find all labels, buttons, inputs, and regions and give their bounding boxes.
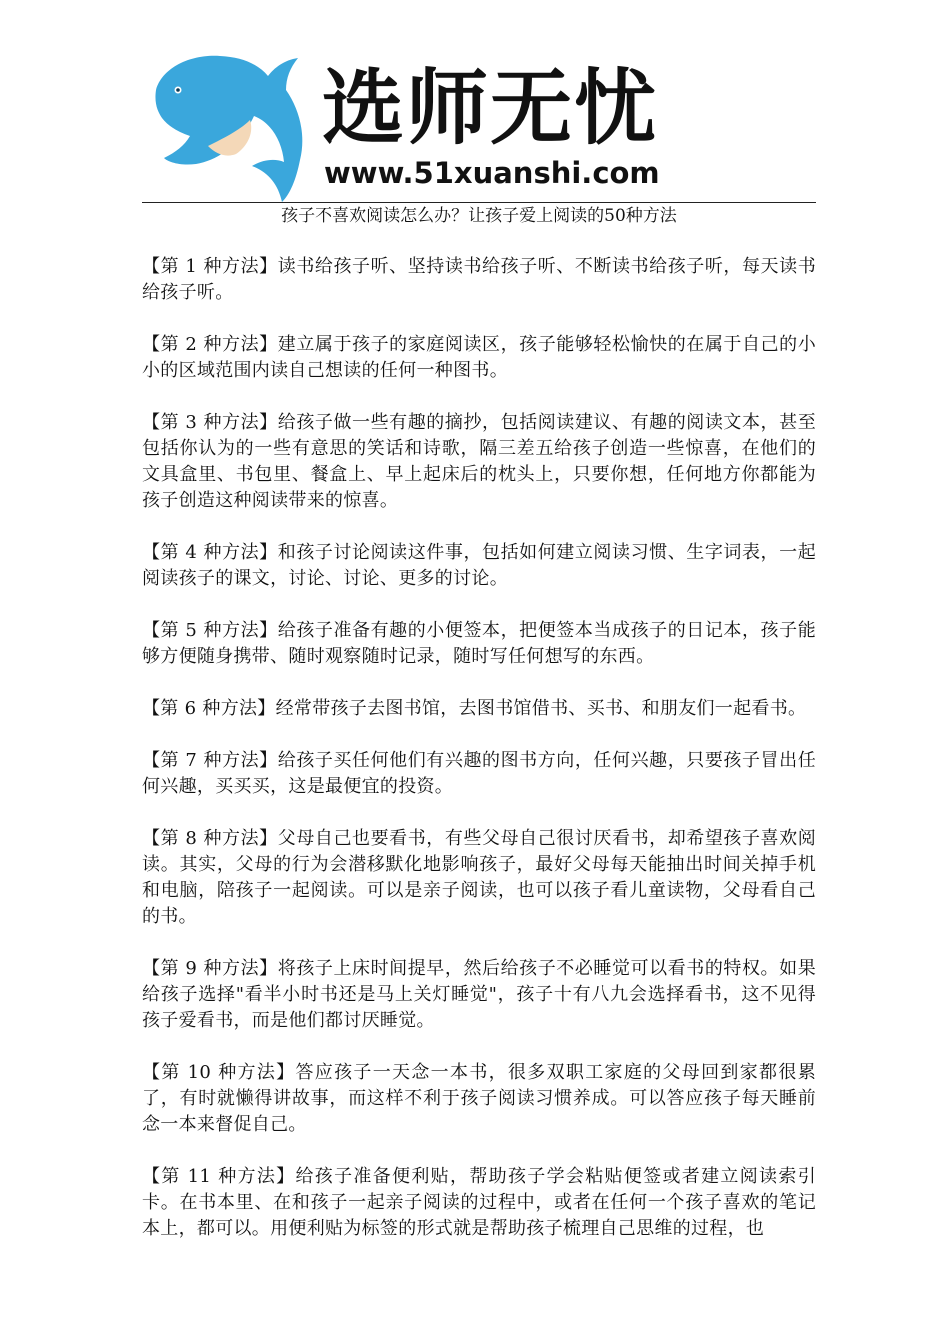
method-paragraph: 【第 7 种方法】给孩子买任何他们有兴趣的图书方向，任何兴趣，只要孩子冒出任何兴趣，买买买，这是最便宜的投资。 (142, 750, 816, 797)
method-paragraph: 【第 11 种方法】给孩子准备便利贴，帮助孩子学会粘贴便签或者建立阅读索引卡。在书本里、在和孩子一起亲子阅读的过程中，或者在任何一个孩子喜欢的笔记本上，都可以。用便利贴为标签的形式就是帮助孩子梳理自己思维的过程，也 (142, 1166, 816, 1239)
brand-url: www.51xuanshi.com (324, 156, 660, 190)
method-paragraph: 【第 5 种方法】给孩子准备有趣的小便签本，把便签本当成孩子的日记本，孩子能够方便随身携带、随时观察随时记录，随时写任何想写的东西。 (142, 620, 816, 667)
method-paragraph: 【第 10 种方法】答应孩子一天念一本书，很多双职工家庭的父母回到家都很累了，有时就懒得讲故事，而这样不利于孩子阅读习惯养成。可以答应孩子每天睡前念一本来督促自己。 (142, 1062, 816, 1135)
method-paragraph: 【第 9 种方法】将孩子上床时间提早，然后给孩子不必睡觉可以看书的特权。如果给孩子选择"看半小时书还是马上关灯睡觉"，孩子十有八九会选择看书，这不见得孩子爱看书，而是他们都讨厌睡觉。 (142, 958, 816, 1031)
method-paragraph: 【第 8 种方法】父母自己也要看书，有些父母自己很讨厌看书，却希望孩子喜欢阅读。其实，父母的行为会潜移默化地影响孩子，最好父母每天能抽出时间关掉手机和电脑，陪孩子一起阅读。可以是亲子阅读，也可以孩子看儿童读物，父母看自己的书。 (142, 828, 816, 927)
method-paragraph: 【第 4 种方法】和孩子讨论阅读这件事，包括如何建立阅读习惯、生字词表，一起阅读孩子的课文，讨论、讨论、更多的讨论。 (142, 542, 816, 589)
page-header (0, 0, 950, 210)
dolphin-logo-icon (150, 50, 310, 205)
method-paragraph: 【第 2 种方法】建立属于孩子的家庭阅读区，孩子能够轻松愉快的在属于自己的小小的区域范围内读自己想读的任何一种图书。 (142, 334, 816, 381)
method-paragraph: 【第 6 种方法】经常带孩子去图书馆，去图书馆借书、买书、和朋友们一起看书。 (142, 698, 807, 719)
method-paragraph: 【第 3 种方法】给孩子做一些有趣的摘抄，包括阅读建议、有趣的阅读文本，甚至包括你认为的一些有意思的笑话和诗歌，隔三差五给孩子创造一些惊喜，在他们的文具盒里、书包里、餐盒上、早上起床后的枕头上，只要你想，任何地方你都能为孩子创造这种阅读带来的惊喜。 (142, 412, 816, 511)
document-body (142, 254, 816, 1268)
document-title: 孩子不喜欢阅读怎么办？让孩子爱上阅读的50种方法 (281, 206, 677, 226)
brand-name: 选师无忧 (322, 61, 659, 156)
method-paragraph: 【第 1 种方法】读书给孩子听、坚持读书给孩子听、不断读书给孩子听，每天读书给孩子听。 (142, 256, 816, 303)
